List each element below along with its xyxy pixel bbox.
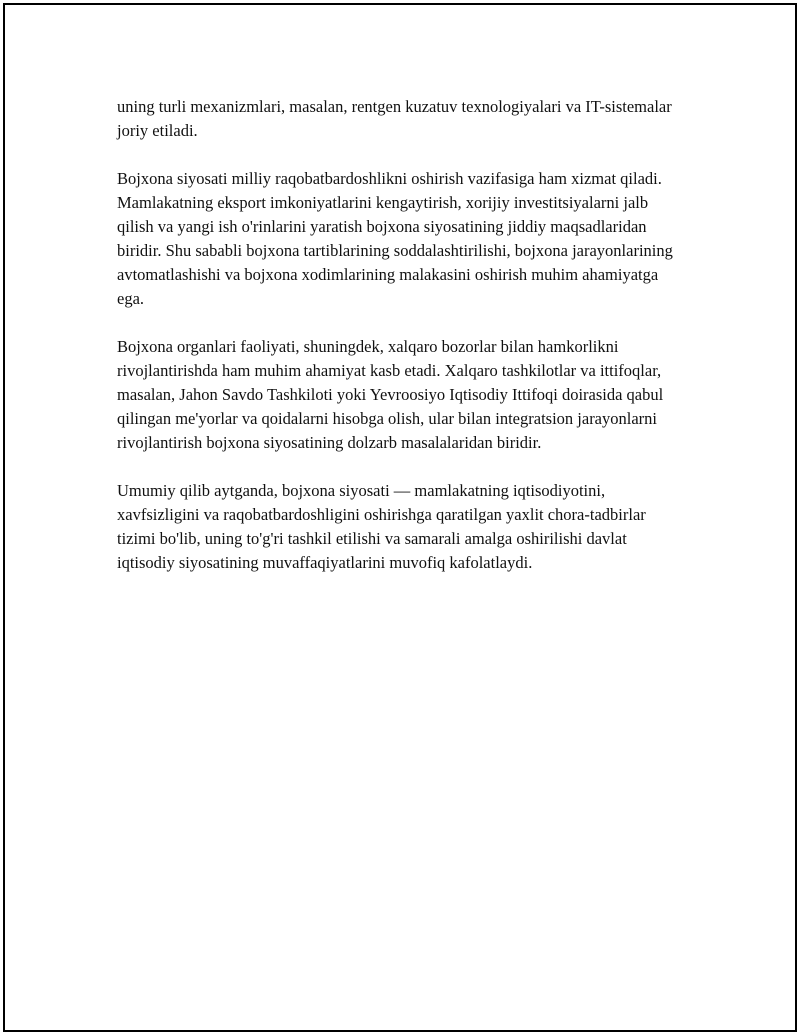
paragraph-3: Bojxona organlari faoliyati, shuningdek, xalqaro bozorlar bilan hamkorlikni rivojlantirishda ham muhim ahamiyat kasb etadi. Xalqaro tashkilotlar va ittifoqlar, masalan, Jahon Savdo Tashkiloti yoki Yevroosiyo Iqtisodiy Ittifoqi doirasida qabul qilingan me'yorlar va qoidalarni hisobga olish, ular bilan integratsion jarayonlarni rivojlantirish bojxona siyosatining dolzarb masalalaridan biridir. [117,337,664,452]
paragraph-2: Bojxona siyosati milliy raqobatbardoshlikni oshirish vazifasiga ham xizmat qiladi. Mamlakatning eksport imkoniyatlarini kengaytirish, xorijiy investitsiyalarni jalb qilish va yangi ish o'rinlarini yaratish bojxona siyosatining jiddiy maqsadlaridan biridir. Shu sababli bojxona tartiblarining soddalashtirilishi, bojxona jarayonlarining avtomatlashishi va bojxona xodimlarining malakasini oshirish muhim ahamiyatga ega. [117,169,673,308]
document-body [117,95,677,599]
paragraph-1: uning turli mexanizmlari, masalan, rentgen kuzatuv texnologiyalari va IT-sistemalar joriy etiladi. [117,97,672,140]
paragraph-4: Umumiy qilib aytganda, bojxona siyosati — mamlakatning iqtisodiyotini, xavfsizligini va raqobatbardoshligini oshirishga qaratilgan yaxlit chora-tadbirlar tizimi bo'lib, uning to'g'ri tashkil etilishi va samarali amalga oshirilishi davlat iqtisodiy siyosatining muvaffaqiyatlarini muvofiq kafolatlaydi. [117,481,646,572]
